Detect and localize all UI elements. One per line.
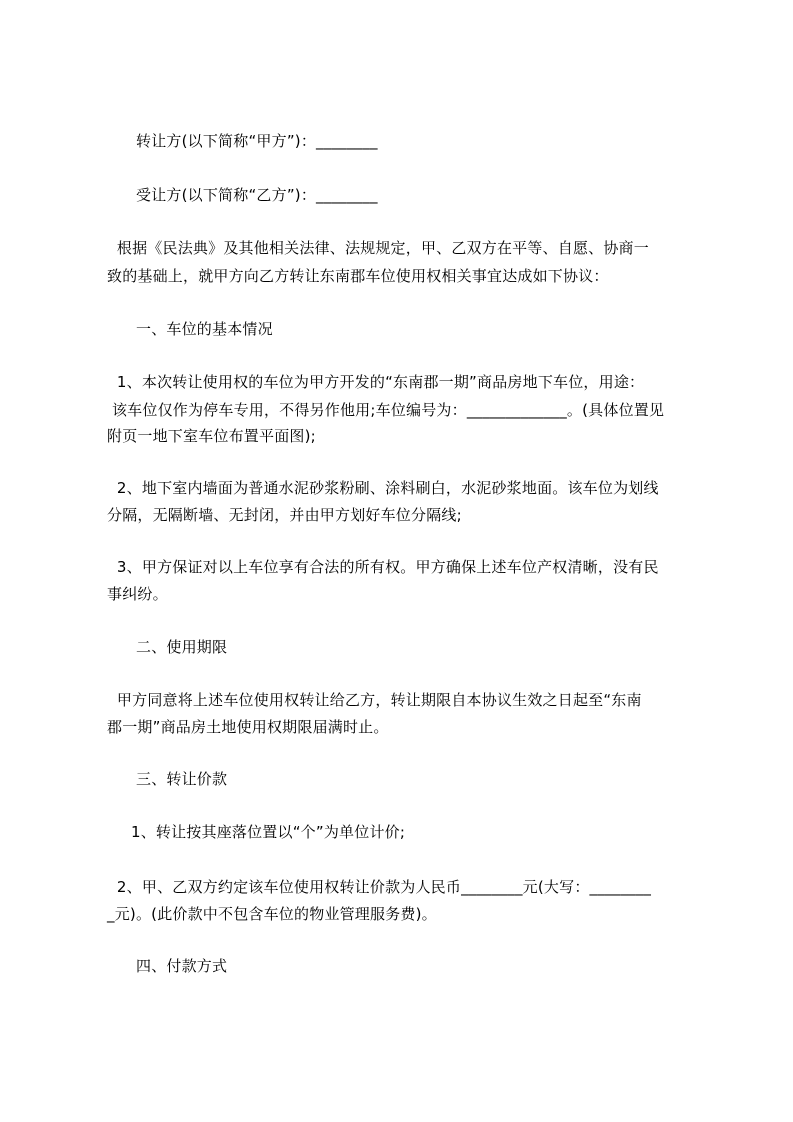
section-heading-3: 三、转让价款: [136, 770, 228, 788]
section1-para2-line1: 2、地下室内墙面为普通水泥砂浆粉刷、涂料刷白，水泥砂浆地面。该车位为划线: [107, 479, 659, 497]
section2-para1-line1: 甲方同意将上述车位使用权转让给乙方，转让期限自本协议生效之日起至“东南: [107, 691, 642, 709]
section1-para1-line3: 附页一地下室车位布置平面图);: [107, 427, 316, 445]
section2-para1-line2: 郡一期”商品房土地使用权期限届满时止。: [107, 718, 389, 736]
section-heading-2: 二、使用期限: [136, 638, 228, 656]
section3-para2-line2: _元)。(此价款中不包含车位的物业管理服务费)。: [107, 905, 437, 923]
section1-para3-line1: 3、甲方保证对以上车位享有合法的所有权。甲方确保上述车位产权清晰，没有民: [107, 558, 659, 576]
section1-para1-line2: 该车位仅作为停车专用，不得另作他用;车位编号为：_____________。(具体位置见: [107, 401, 665, 419]
preamble-line-1: 根据《民法典》及其他相关法律、法规规定，甲、乙双方在平等、自愿、协商一: [107, 239, 649, 257]
transferee-line: 受让方(以下简称“乙方”)：________: [136, 186, 378, 204]
section1-para2-line2: 分隔，无隔断墙、无封闭，并由甲方划好车位分隔线;: [107, 506, 462, 524]
section-heading-1: 一、车位的基本情况: [136, 320, 273, 338]
section3-para1-line1: 1、转让按其座落位置以“个”为单位计价;: [126, 823, 406, 841]
transferor-line: 转让方(以下简称“甲方”)：________: [136, 132, 378, 150]
section1-para3-line2: 事纠纷。: [107, 585, 168, 603]
section1-para1-line1: 1、本次转让使用权的车位为甲方开发的“东南郡一期”商品房地下车位，用途：: [107, 373, 645, 391]
section-heading-4: 四、付款方式: [136, 957, 228, 975]
preamble-line-2: 致的基础上，就甲方向乙方转让东南郡车位使用权相关事宜达成如下协议：: [107, 267, 609, 285]
section3-para2-line1: 2、甲、乙双方约定该车位使用权转让价款为人民币________元(大写：________: [107, 878, 652, 896]
